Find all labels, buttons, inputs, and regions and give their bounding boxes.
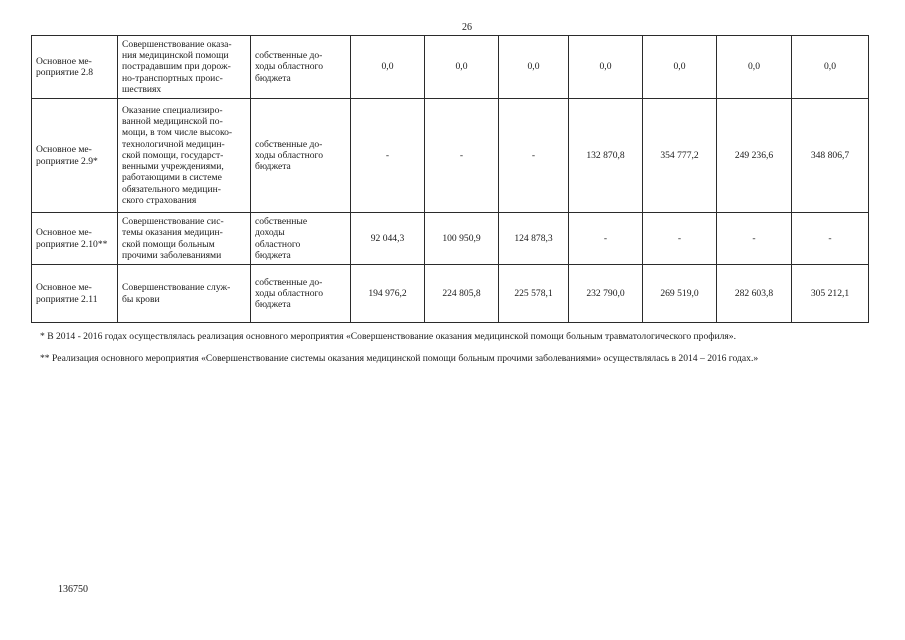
event-name-cell: Совершенствование служ- бы крови — [118, 265, 251, 323]
table-row — [32, 213, 869, 265]
funding-source-cell: собственные доходы областного бюджета — [251, 213, 351, 265]
value-cell: 224 805,8 — [425, 265, 499, 323]
value-cell: - — [643, 213, 717, 265]
value-cell: - — [792, 213, 869, 265]
event-name-cell: Совершенствование оказа- ния медицинской помощи пострадавшим при дорож- но-транспортных проис- шествиях — [118, 36, 251, 99]
budget-table-body — [32, 36, 869, 323]
value-cell: 232 790,0 — [569, 265, 643, 323]
value-cell: 354 777,2 — [643, 99, 717, 213]
page-number: 26 — [462, 22, 472, 33]
table-row — [32, 265, 869, 323]
event-cell: Основное ме-роприятие 2.9* — [32, 99, 118, 213]
value-cell: 225 578,1 — [499, 265, 569, 323]
value-cell: 0,0 — [351, 36, 425, 99]
value-cell: 282 603,8 — [717, 265, 792, 323]
value-cell: 194 976,2 — [351, 265, 425, 323]
value-cell: 100 950,9 — [425, 213, 499, 265]
table-row — [32, 36, 869, 99]
value-cell: 0,0 — [569, 36, 643, 99]
value-cell: 124 878,3 — [499, 213, 569, 265]
funding-source-cell: собственные до- ходы областного бюджета — [251, 36, 351, 99]
value-cell: 0,0 — [425, 36, 499, 99]
table-row — [32, 99, 869, 213]
footnote-2: ** Реализация основного мероприятия «Совершенствование системы оказания медицинской помощи больным прочими заболеваниями» осуществлялась в 2014 – 2016 годах.» — [40, 353, 759, 364]
value-cell: - — [717, 213, 792, 265]
footnotes — [40, 331, 890, 375]
value-cell: - — [351, 99, 425, 213]
value-cell: - — [499, 99, 569, 213]
value-cell: - — [425, 99, 499, 213]
event-cell: Основное ме-роприятие 2.8 — [32, 36, 118, 99]
event-name-cell: Оказание специализиро- ванной медицинской по- мощи, в том числе высоко- технологичной медицин- ской помощи, государст- венными учреждениями, работающими в системе обязательного медицин- ского страхования — [118, 99, 251, 213]
funding-source-cell: собственные до- ходы областного бюджета — [251, 265, 351, 323]
value-cell: 0,0 — [717, 36, 792, 99]
value-cell: 305 212,1 — [792, 265, 869, 323]
event-cell: Основное ме-роприятие 2.11 — [32, 265, 118, 323]
event-cell: Основное ме-роприятие 2.10** — [32, 213, 118, 265]
value-cell: 0,0 — [499, 36, 569, 99]
value-cell: 0,0 — [643, 36, 717, 99]
funding-source-cell: собственные до- ходы областного бюджета — [251, 99, 351, 213]
value-cell: 132 870,8 — [569, 99, 643, 213]
value-cell: 92 044,3 — [351, 213, 425, 265]
event-name-cell: Совершенствование сис- темы оказания медицин- ской помощи больным прочими заболеваниями — [118, 213, 251, 265]
value-cell: 249 236,6 — [717, 99, 792, 213]
value-cell: 348 806,7 — [792, 99, 869, 213]
budget-table — [31, 35, 869, 323]
value-cell: 0,0 — [792, 36, 869, 99]
footnote-1: * В 2014 - 2016 годах осуществлялась реализация основного мероприятия «Совершенствование оказания медицинской помощи больным травматологического профиля». — [40, 331, 736, 342]
document-code: 136750 — [58, 584, 88, 595]
value-cell: 269 519,0 — [643, 265, 717, 323]
value-cell: - — [569, 213, 643, 265]
